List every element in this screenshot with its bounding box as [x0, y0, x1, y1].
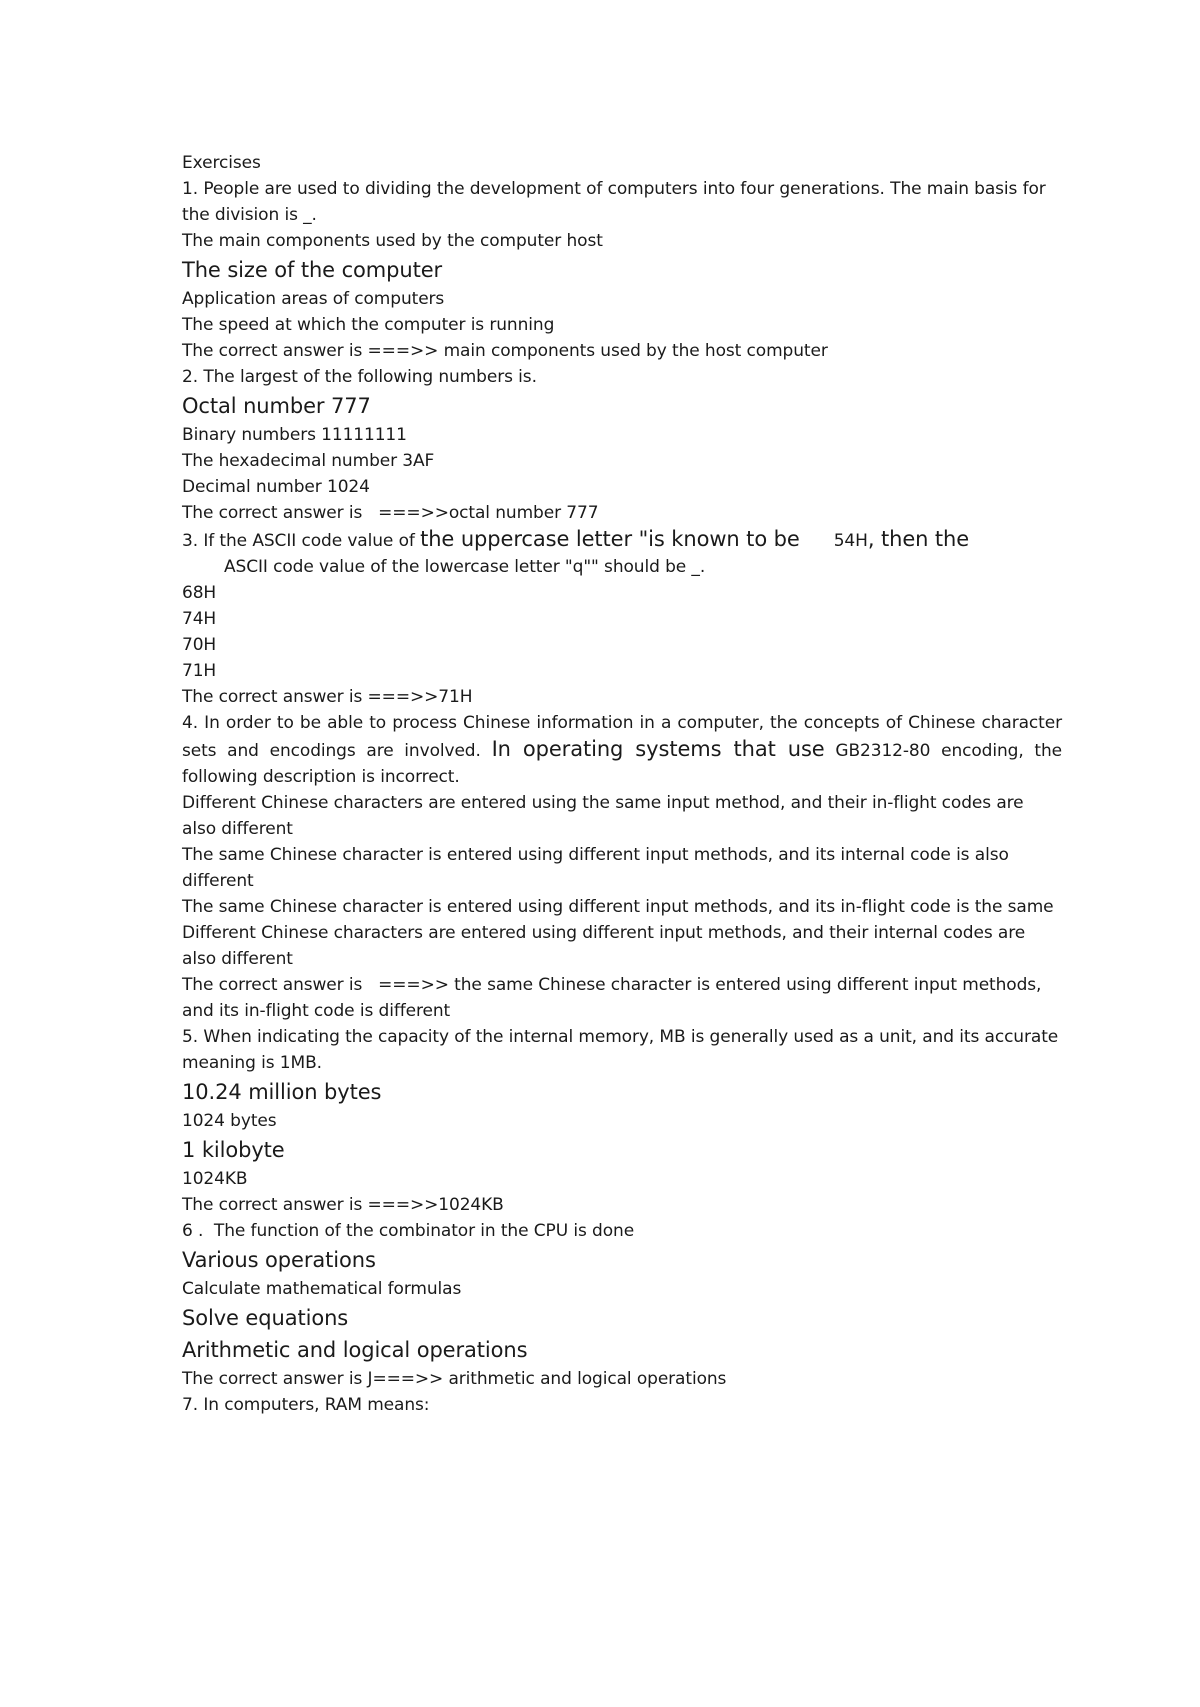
question-2-option-a: Octal number 777: [182, 394, 371, 418]
question-3-option-d: 71H: [182, 661, 217, 681]
document-page: [182, 150, 1062, 1418]
question-5-option-a: 10.24 million bytes: [182, 1080, 382, 1104]
question-5-answer: The correct answer is ===>>1024KB: [182, 1195, 504, 1215]
document-heading: Exercises: [182, 153, 261, 173]
question-4-text-part3: GB2312-80 encoding, the following description is incorrect.: [182, 741, 1062, 787]
question-5-option-c: 1 kilobyte: [182, 1138, 285, 1162]
question-2-option-d: Decimal number 1024: [182, 477, 370, 497]
question-2-option-c: The hexadecimal number 3AF: [182, 451, 435, 471]
question-4-option-d: Different Chinese characters are entered using different input methods, and their internal codes are also different: [182, 923, 1026, 969]
question-6-text: 6 . The function of the combinator in the CPU is done: [182, 1221, 635, 1241]
question-4-text: [182, 710, 1062, 790]
question-2-text: 2. The largest of the following numbers is.: [182, 367, 537, 387]
question-6-option-c: Solve equations: [182, 1306, 349, 1330]
question-2-answer: The correct answer is ===>>octal number 777: [182, 503, 599, 523]
question-1-option-a: The main components used by the computer host: [182, 231, 603, 251]
question-3-option-c: 70H: [182, 635, 217, 655]
question-3-text-line2: ASCII code value of the lowercase letter "q"" should be _.: [224, 557, 706, 577]
question-4-answer: The correct answer is ===>> the same Chinese character is entered using different input methods, and its in-flight code is different: [182, 975, 1047, 1021]
question-6-option-a: Various operations: [182, 1248, 376, 1272]
question-3-text-part2: the uppercase letter "is known to be: [420, 527, 800, 551]
question-5-text: 5. When indicating the capacity of the internal memory, MB is generally used as a unit, and its accurate meaning is 1MB.: [182, 1027, 1059, 1073]
question-1-option-c: Application areas of computers: [182, 289, 445, 309]
question-1-option-d: The speed at which the computer is running: [182, 315, 555, 335]
question-7-text: 7. In computers, RAM means:: [182, 1395, 430, 1415]
question-3-text: [182, 526, 1062, 554]
question-3-text-part3: 54H: [833, 531, 868, 551]
question-4-option-b: The same Chinese character is entered using different input methods, and its internal code is also different: [182, 845, 1009, 891]
question-2-option-b: Binary numbers 11111111: [182, 425, 407, 445]
question-4-text-part1: 4. In order to be able to process Chinese information in a computer, the concepts of Chinese character sets and encodings are involved.: [182, 713, 1062, 761]
question-3-option-b: 74H: [182, 609, 217, 629]
question-6-answer: The correct answer is J===>> arithmetic and logical operations: [182, 1369, 727, 1389]
question-6-option-b: Calculate mathematical formulas: [182, 1279, 462, 1299]
question-1-option-b: The size of the computer: [182, 258, 443, 282]
question-6-option-d: Arithmetic and logical operations: [182, 1338, 528, 1362]
question-4-text-part2: In operating systems that use: [491, 737, 825, 761]
question-5-option-b: 1024 bytes: [182, 1111, 277, 1131]
question-4-option-a: Different Chinese characters are entered using the same input method, and their in-flight codes are also different: [182, 793, 1024, 839]
question-3-text-part1: 3. If the ASCII code value of: [182, 531, 415, 551]
question-5-option-d: 1024KB: [182, 1169, 248, 1189]
question-1-text: 1. People are used to dividing the development of computers into four generations. The main basis for the division is _.: [182, 179, 1046, 225]
question-3-answer: The correct answer is ===>>71H: [182, 687, 473, 707]
question-3-option-a: 68H: [182, 583, 217, 603]
question-3-text-part4: , then the: [867, 527, 970, 551]
question-1-answer: The correct answer is ===>> main components used by the host computer: [182, 341, 828, 361]
question-4-option-c: The same Chinese character is entered using different input methods, and its in-flight code is the same: [182, 897, 1054, 917]
